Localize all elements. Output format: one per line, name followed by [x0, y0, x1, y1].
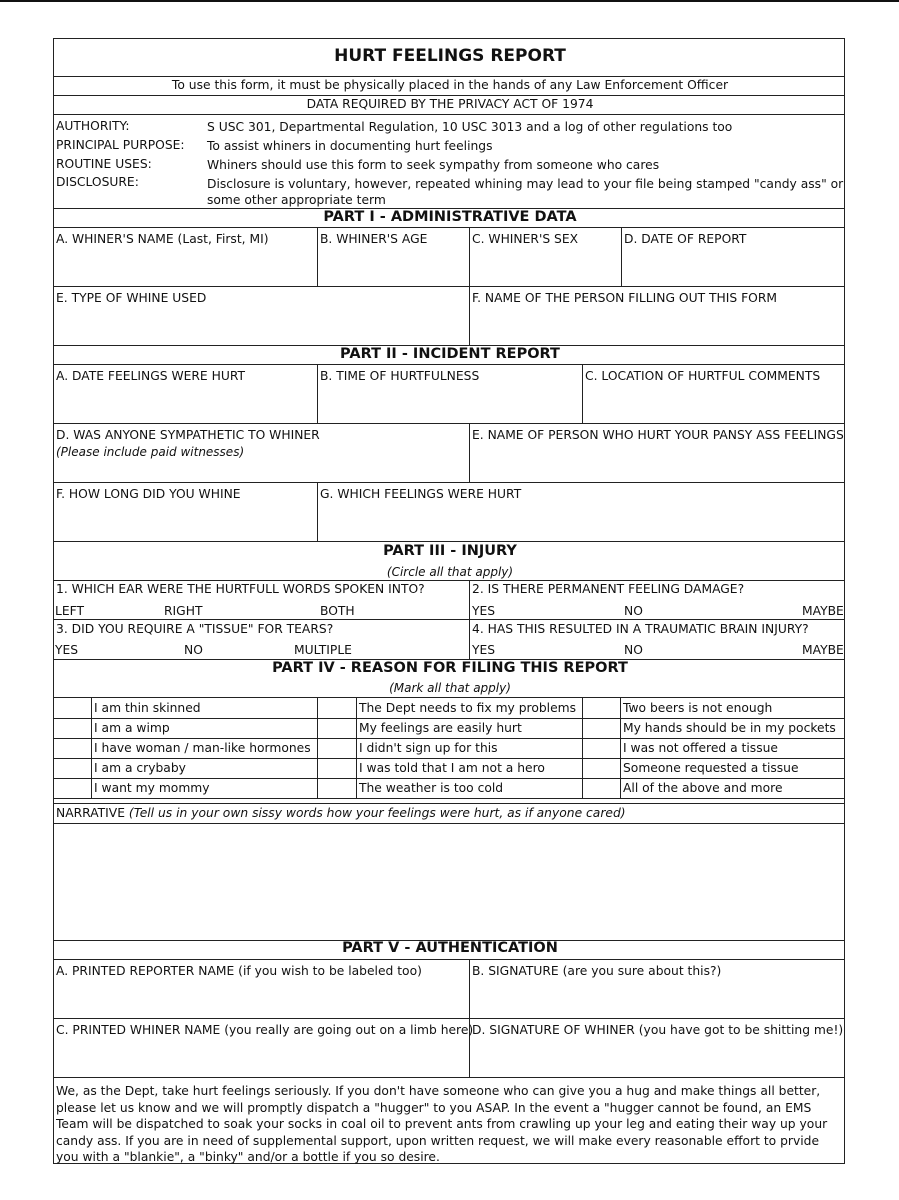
reason-label: I have woman / man-like hormones	[94, 741, 311, 755]
grid-divider	[91, 698, 92, 798]
grid-divider	[54, 758, 844, 759]
form-title: HURT FEELINGS REPORT	[334, 46, 566, 66]
narrative-title: NARRATIVE	[56, 806, 125, 820]
printed-reporter-name-field[interactable]	[54, 960, 469, 1018]
q4-option-no[interactable]: NO	[624, 643, 643, 657]
whiner-name-field[interactable]	[54, 228, 317, 286]
q1-option-right[interactable]: RIGHT	[164, 604, 203, 618]
q2-option-maybe[interactable]: MAYBE	[802, 604, 844, 618]
reason-label: The Dept needs to fix my problems	[359, 701, 577, 715]
top-border-line	[0, 0, 899, 2]
reporter-signature-field[interactable]	[470, 960, 844, 1018]
q3-option-multiple[interactable]: MULTIPLE	[294, 643, 352, 657]
reason-label: I am thin skinned	[94, 701, 201, 715]
date-of-report-label: D. DATE OF REPORT	[624, 232, 747, 246]
q2-option-no[interactable]: NO	[624, 604, 643, 618]
routine-uses-text: Whiners should use this form to seek sympathy from someone who cares	[207, 158, 660, 172]
reason-label: All of the above and more	[623, 781, 783, 795]
q2-option-yes[interactable]: YES	[472, 604, 496, 618]
part1-heading: PART I - ADMINISTRATIVE DATA	[323, 209, 577, 225]
whiner-age-label: B. WHINER'S AGE	[320, 232, 428, 246]
reason-label: I was told that I am not a hero	[359, 761, 545, 775]
reason-checkbox[interactable]	[317, 778, 356, 798]
person-who-hurt-field[interactable]	[470, 424, 844, 482]
reason-checkbox[interactable]	[582, 738, 620, 758]
narrative-field[interactable]	[54, 804, 844, 940]
divider	[54, 76, 844, 77]
divider	[54, 619, 844, 620]
sympathetic-note: (Please include paid witnesses)	[56, 445, 245, 459]
q2-damage-question: 2. IS THERE PERMANENT FEELING DAMAGE?	[472, 582, 745, 596]
reason-checkbox[interactable]	[54, 758, 91, 778]
whiner-signature-label: D. SIGNATURE OF WHINER (you have got to be shitting me!)	[472, 1023, 844, 1037]
which-feelings-label: G. WHICH FEELINGS WERE HURT	[320, 487, 522, 501]
part3-heading: PART III - INJURY	[383, 543, 517, 559]
reason-label: The weather is too cold	[359, 781, 504, 795]
divider	[54, 798, 844, 799]
person-filling-form-field[interactable]	[470, 287, 844, 345]
narrative-note: (Tell us in your own sissy words how your feelings were hurt, as if anyone cared)	[128, 806, 626, 820]
reason-label: I am a wimp	[94, 721, 170, 735]
part3-note: (Circle all that apply)	[386, 565, 514, 579]
q1-ear-question: 1. WHICH EAR WERE THE HURTFULL WORDS SPOKEN INTO?	[56, 582, 425, 596]
reason-checkbox[interactable]	[582, 718, 620, 738]
divider	[54, 823, 844, 824]
narrative-label	[56, 806, 626, 821]
disclosure-text-line1: Disclosure is voluntary, however, repeated whining may lead to your file being stamped "candy ass" or	[207, 177, 844, 191]
printed-whiner-name-field[interactable]	[54, 1019, 474, 1077]
part5-heading: PART V - AUTHENTICATION	[342, 940, 558, 956]
part4-heading: PART IV - REASON FOR FILING THIS REPORT	[272, 660, 628, 676]
grid-divider	[54, 718, 844, 719]
reason-label: Someone requested a tissue	[623, 761, 799, 775]
whiner-age-field[interactable]	[318, 228, 469, 286]
reason-checkbox[interactable]	[54, 778, 91, 798]
location-label: C. LOCATION OF HURTFUL COMMENTS	[585, 369, 821, 383]
reason-checkbox[interactable]	[54, 718, 91, 738]
whiner-sex-label: C. WHINER'S SEX	[472, 232, 579, 246]
reason-checkbox[interactable]	[582, 758, 620, 778]
q3-tissue-question: 3. DID YOU REQUIRE A "TISSUE" FOR TEARS?	[56, 622, 334, 636]
date-feelings-hurt-label: A. DATE FEELINGS WERE HURT	[56, 369, 246, 383]
reason-checkbox[interactable]	[317, 758, 356, 778]
how-long-whine-label: F. HOW LONG DID YOU WHINE	[56, 487, 241, 501]
printed-reporter-name-label: A. PRINTED REPORTER NAME (if you wish to be labeled too)	[56, 964, 422, 978]
reason-label: I am a crybaby	[94, 761, 186, 775]
how-long-whine-field[interactable]	[54, 483, 317, 541]
reason-checkbox[interactable]	[582, 778, 620, 798]
divider	[54, 580, 844, 581]
hurt-feelings-report-form	[53, 38, 845, 1164]
whiner-signature-field[interactable]	[470, 1019, 844, 1077]
date-of-report-field[interactable]	[622, 228, 844, 286]
grid-divider	[54, 738, 844, 739]
closing-paragraph: We, as the Dept, take hurt feelings seriously. If you don't have someone who can give you a hug and make things all better, please let us know and we will promptly dispatch a "hugger" to you ASAP. In the event a "hugger cannot be found, an EMS Team will be dispatched to soak your socks in coal oil to prevent ants from crawling up your leg and eating their way up your candy ass. If you are in need of supplemental support, upon written request, we will make every reasonable effort to prvide you with a "blankie", a "binky" and/or a bottle if you so desire.	[56, 1084, 828, 1164]
grid-divider	[54, 778, 844, 779]
disclosure-text-line2: some other appropriate term	[207, 193, 386, 207]
disclosure-label: DISCLOSURE:	[56, 175, 139, 189]
reason-label: I want my mommy	[94, 781, 210, 795]
q4-brain-injury-question: 4. HAS THIS RESULTED IN A TRAUMATIC BRAIN INJURY?	[472, 622, 809, 636]
q4-option-yes[interactable]: YES	[472, 643, 496, 657]
date-feelings-hurt-field[interactable]	[54, 365, 317, 423]
time-of-hurtfulness-label: B. TIME OF HURTFULNESS	[320, 369, 480, 383]
reason-label: I was not offered a tissue	[623, 741, 778, 755]
reason-label: My hands should be in my pockets	[623, 721, 836, 735]
divider	[54, 697, 844, 698]
grid-divider	[620, 698, 621, 798]
sympathetic-field[interactable]	[54, 424, 469, 482]
q1-option-both[interactable]: BOTH	[320, 604, 355, 618]
reason-checkbox[interactable]	[317, 718, 356, 738]
part2-heading: PART II - INCIDENT REPORT	[340, 346, 560, 362]
location-field[interactable]	[583, 365, 844, 423]
reason-label: My feelings are easily hurt	[359, 721, 522, 735]
authority-label: AUTHORITY:	[56, 119, 130, 133]
grid-divider	[356, 698, 357, 798]
part4-note: (Mark all that apply)	[389, 681, 511, 695]
person-who-hurt-label: E. NAME OF PERSON WHO HURT YOUR PANSY ASS FEELINGS	[472, 428, 844, 442]
privacy-act-header: DATA REQUIRED BY THE PRIVACY ACT OF 1974	[306, 97, 594, 111]
purpose-text: To assist whiners in documenting hurt feelings	[207, 139, 493, 153]
time-of-hurtfulness-field[interactable]	[318, 365, 582, 423]
divider	[54, 95, 844, 96]
type-of-whine-field[interactable]	[54, 287, 469, 345]
routine-uses-label: ROUTINE USES:	[56, 157, 152, 171]
printed-whiner-name-label: C. PRINTED WHINER NAME (you really are going out on a limb here)	[56, 1023, 474, 1037]
reason-checkbox[interactable]	[54, 698, 91, 718]
reporter-signature-label: B. SIGNATURE (are you sure about this?)	[472, 964, 722, 978]
reason-checkbox[interactable]	[317, 698, 356, 718]
sympathetic-label: D. WAS ANYONE SYMPATHETIC TO WHINER	[56, 428, 320, 442]
instruction-text: To use this form, it must be physically placed in the hands of any Law Enforcement Officer	[171, 78, 729, 92]
divider	[54, 114, 844, 115]
reason-checkbox[interactable]	[54, 738, 91, 758]
reason-label: I didn't sign up for this	[359, 741, 498, 755]
authority-text: S USC 301, Departmental Regulation, 10 USC 3013 and a log of other regulations too	[207, 120, 733, 134]
q3-option-no[interactable]: NO	[184, 643, 203, 657]
q1-option-left[interactable]: LEFT	[55, 604, 84, 618]
q3-option-yes[interactable]: YES	[55, 643, 79, 657]
reason-label: Two beers is not enough	[623, 701, 773, 715]
purpose-label: PRINCIPAL PURPOSE:	[56, 138, 185, 152]
reason-checkbox[interactable]	[317, 738, 356, 758]
divider	[54, 541, 844, 542]
person-filling-form-label: F. NAME OF THE PERSON FILLING OUT THIS FORM	[472, 291, 778, 305]
q4-option-maybe[interactable]: MAYBE	[802, 643, 844, 657]
divider	[54, 1077, 844, 1078]
type-of-whine-label: E. TYPE OF WHINE USED	[56, 291, 207, 305]
whiner-name-label: A. WHINER'S NAME (Last, First, MI)	[56, 232, 269, 246]
divider	[469, 581, 470, 660]
whiner-sex-field[interactable]	[470, 228, 621, 286]
reason-checkbox[interactable]	[582, 698, 620, 718]
which-feelings-field[interactable]	[318, 483, 844, 541]
